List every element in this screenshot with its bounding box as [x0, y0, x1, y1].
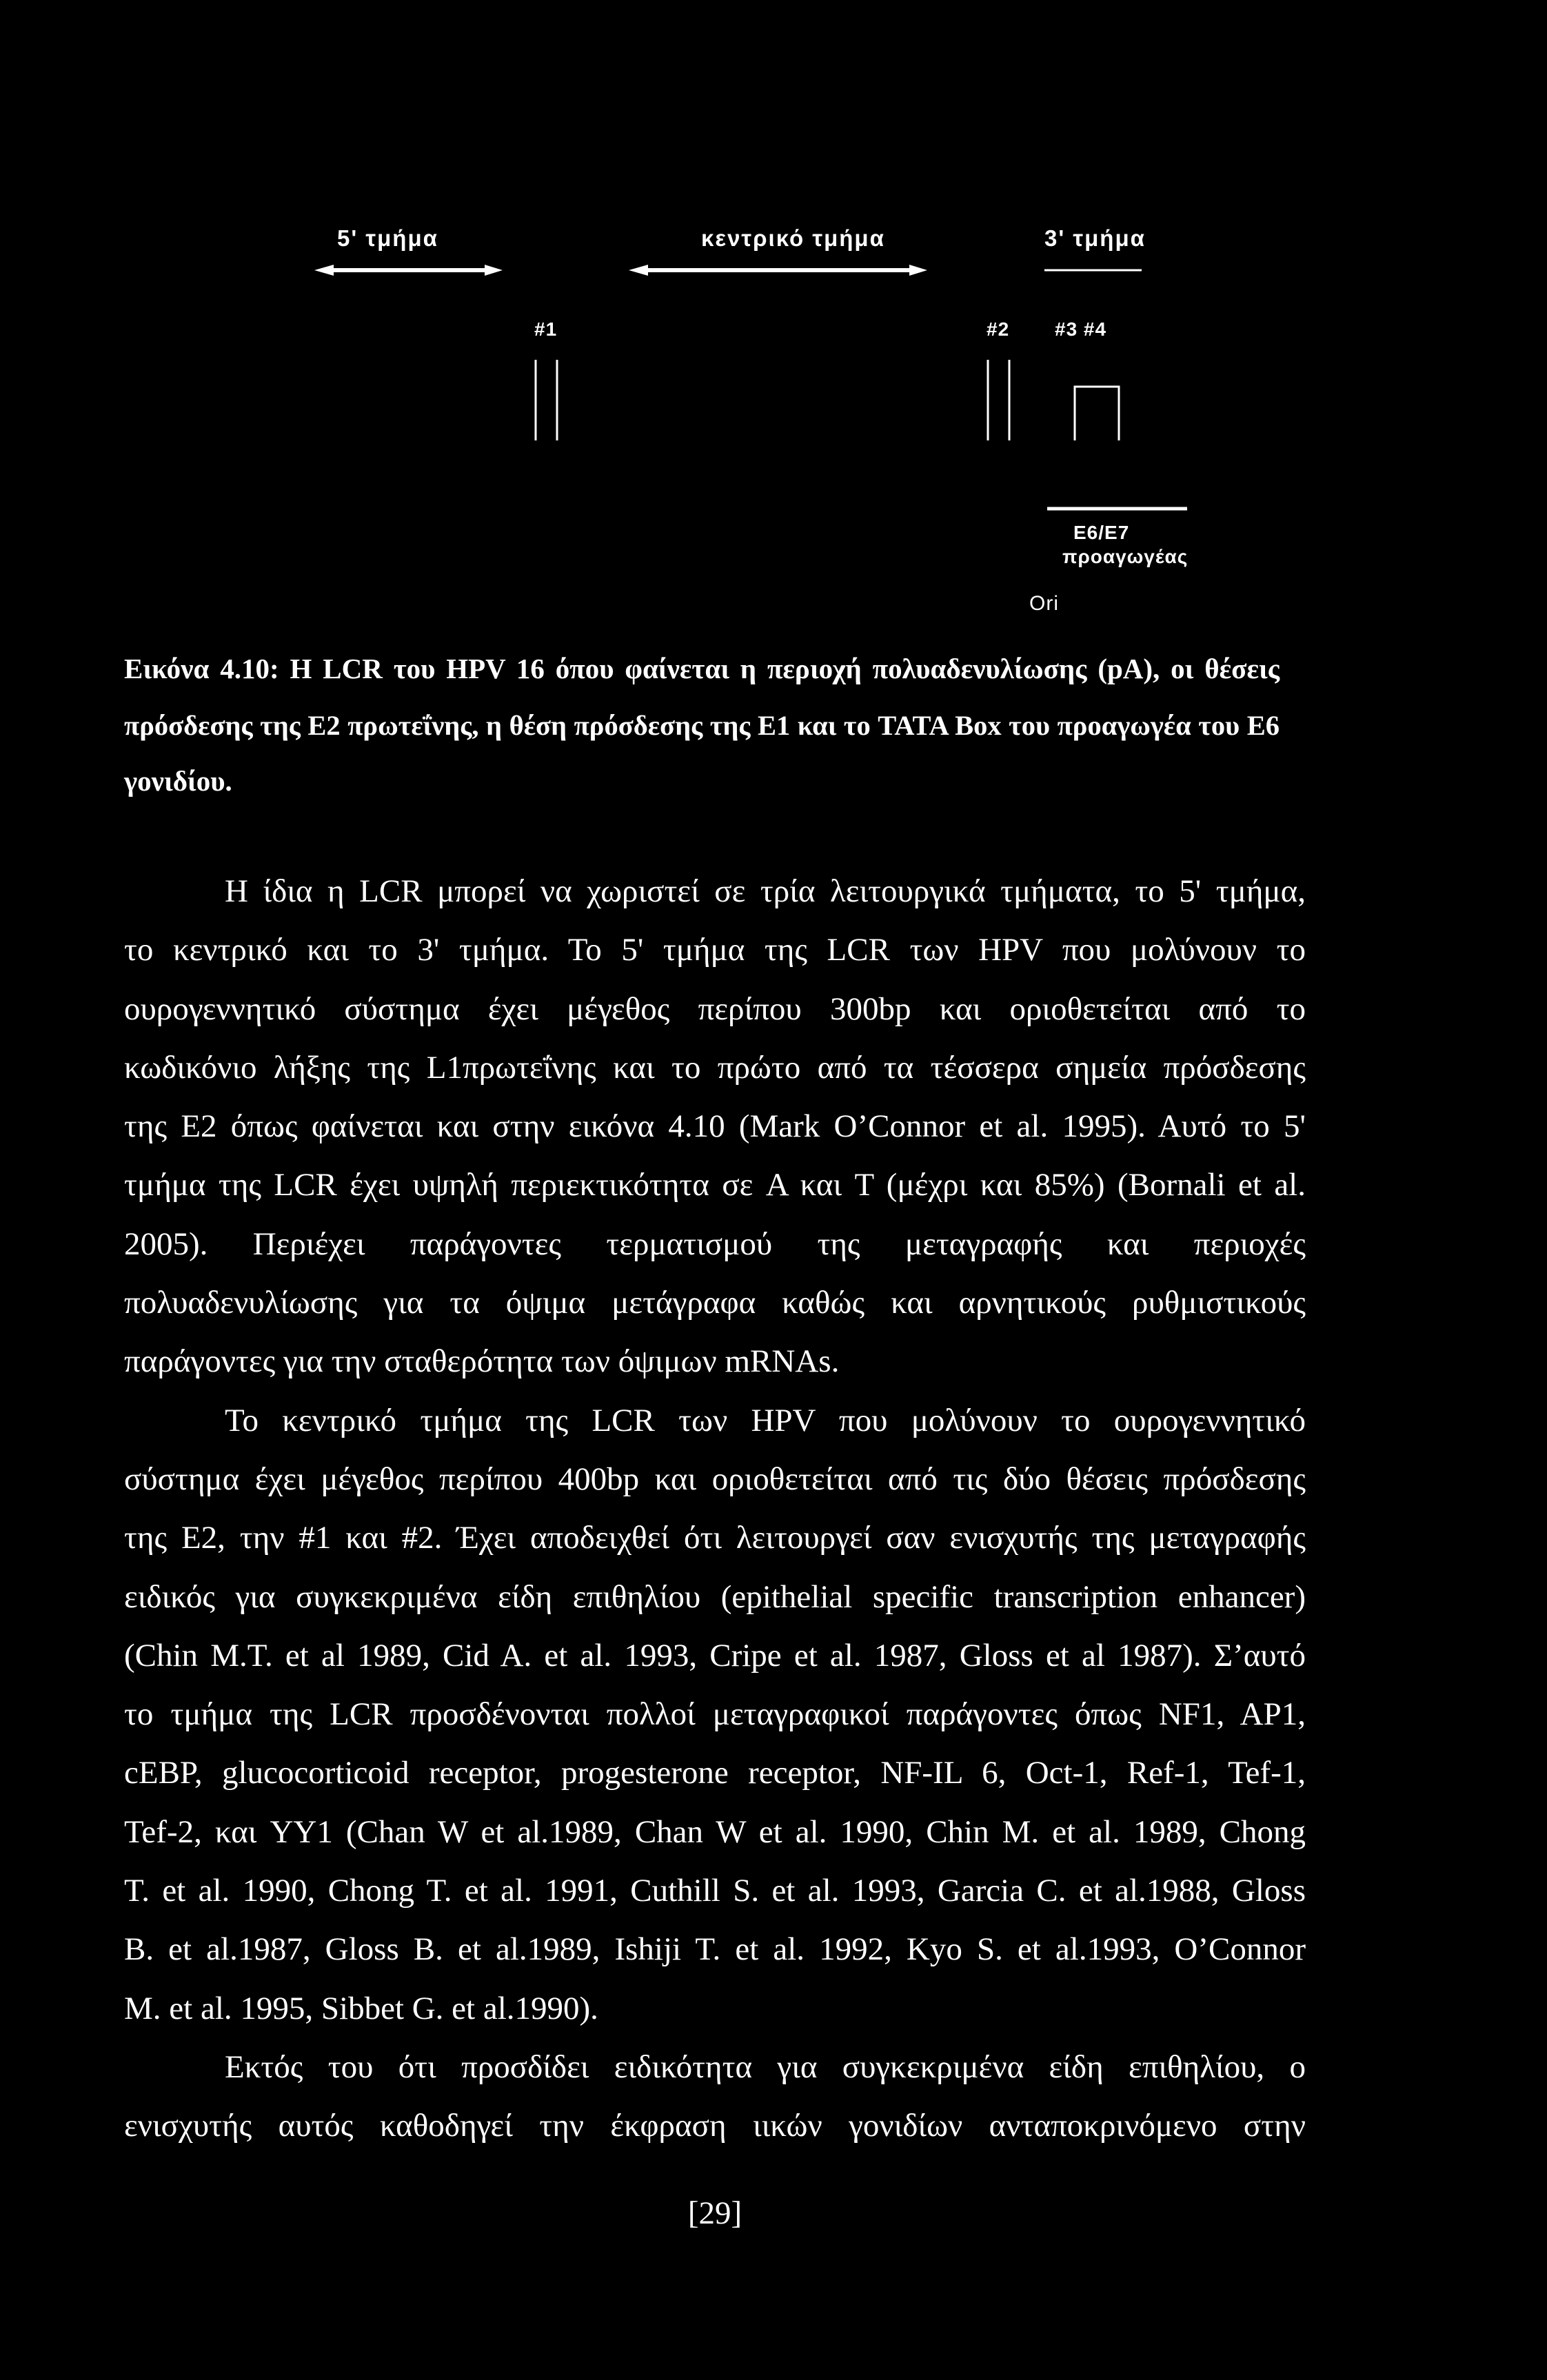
text-line: τμήμα της LCR έχει υψηλή περιεκτικότητα σε A και T (μέχρι και 85%) (Bornali et al. — [124, 1167, 1306, 1203]
central-arrowhead-left — [629, 265, 648, 276]
text-line: 2005). Περιέχει παράγοντες τερματισμού της μεταγραφής και περιοχές — [124, 1225, 1306, 1262]
promoter-name-label: E6/E7 — [1073, 522, 1130, 543]
text-line: της E2 όπως φαίνεται και στην εικόνα 4.10 (Mark O’Connor et al. 1995). Αυτό το 5' — [124, 1108, 1306, 1145]
three-prime-segment-label: 3' τμήμα — [1044, 225, 1146, 251]
site3-4-label: #3 #4 — [1055, 318, 1107, 340]
lcr-diagram-graphic — [0, 0, 1547, 634]
text-line: T. et al. 1990, Chong T. et al. 1991, Cuthill S. et al. 1993, Garcia C. et al.1988, Gloss — [124, 1873, 1306, 1909]
paragraph — [124, 862, 1306, 1392]
text-line: Tef-2, και YY1 (Chan W et al.1989, Chan W et al. 1990, Chin M. et al. 1989, Chong — [124, 1813, 1306, 1850]
figure-caption — [124, 641, 1280, 810]
text-line: (Chin M.T. et al 1989, Cid A. et al. 1993, Cripe et al. 1987, Gloss et al 1987). Σ’αυτό — [124, 1637, 1306, 1674]
paragraph — [124, 1392, 1306, 2038]
lcr-diagram — [0, 0, 1547, 634]
text-line: Το κεντρικό τμήμα της LCR των HPV που μολύνουν το ουρογεννητικό — [225, 1402, 1306, 1438]
text-line: B. et al.1987, Gloss B. et al.1989, Ishiji T. et al. 1992, Kyo S. et al.1993, O’Connor — [124, 1931, 1306, 1968]
text-line: πολυαδενυλίωσης για τα όψιμα μετάγραφα καθώς και αρνητικούς ρυθμιστικούς — [124, 1285, 1306, 1321]
central-segment-label: κεντρικό τμήμα — [701, 225, 885, 251]
caption-line: Εικόνα 4.10: Η LCR του HPV 16 όπου φαίνεται η περιοχή πολυαδενυλίωσης (pA), οι θέσεις — [124, 653, 1280, 684]
text-line: παράγοντες για την σταθερότητα των όψιμων mRNAs. — [124, 1343, 840, 1380]
ori-label: Ori — [1029, 592, 1059, 615]
page-number: [29] — [687, 2195, 742, 2231]
caption-line: πρόσδεσης της E2 πρωτεΐνης, η θέση πρόσδεσης της E1 και το TATA Box του προαγωγέα του E6 — [124, 709, 1280, 741]
text-line: το κεντρικό και το 3' τμήμα. Το 5' τμήμα της LCR των HPV που μολύνουν το — [124, 932, 1306, 968]
site2-label: #2 — [987, 318, 1010, 340]
text-line: Εκτός του ότι προσδίδει ειδικότητα για συγκεκριμένα είδη επιθηλίου, ο — [225, 2048, 1306, 2085]
text-line: Η ίδια η LCR μπορεί να χωριστεί σε τρία λειτουργικά τμήματα, το 5' τμήμα, — [225, 873, 1306, 909]
text-line: το τμήμα της LCR προσδένονται πολλοί μεταγραφικοί παράγοντες όπως NF1, AP1, — [124, 1696, 1306, 1733]
body-text — [124, 862, 1306, 2156]
text-line: ουρογεννητικό σύστημα έχει μέγεθος περίπου 300bp και οριοθετείται από το — [124, 990, 1306, 1027]
site1-label: #1 — [534, 318, 558, 340]
site3-4-bracket — [1075, 387, 1119, 440]
central-arrowhead-right — [909, 265, 927, 276]
text-line: cEBP, glucocorticoid receptor, progesterone receptor, NF-IL 6, Oct-1, Ref-1, Tef-1, — [124, 1755, 1306, 1791]
text-line: ενισχυτής αυτός καθοδηγεί την έκφραση ιικών γονιδίων ανταποκρινόμενο στην — [124, 2108, 1306, 2144]
text-line: κωδικόνιο λήξης της L1πρωτεΐνης και το πρώτο από τα τέσσερα σημεία πρόσδεσης — [124, 1049, 1306, 1086]
five-prime-arrowhead-right — [485, 265, 503, 276]
text-line: ειδικός για συγκεκριμένα είδη επιθηλίου (epithelial specific transcription enhancer) — [124, 1578, 1306, 1615]
promoter-label: προαγωγέας — [1062, 546, 1189, 567]
caption-line: γονιδίου. — [124, 765, 232, 797]
text-line: M. et al. 1995, Sibbet G. et al.1990). — [124, 1990, 598, 2026]
paragraph — [124, 2038, 1306, 2156]
text-line: της E2, την #1 και #2. Έχει αποδειχθεί ότι λειτουργεί σαν ενισχυτής της μεταγραφής — [124, 1520, 1306, 1556]
five-prime-segment-label: 5' τμήμα — [337, 225, 438, 251]
five-prime-arrowhead-left — [314, 265, 334, 276]
text-line: σύστημα έχει μέγεθος περίπου 400bp και οριοθετείται από τις δύο θέσεις πρόσδεσης — [124, 1461, 1306, 1497]
